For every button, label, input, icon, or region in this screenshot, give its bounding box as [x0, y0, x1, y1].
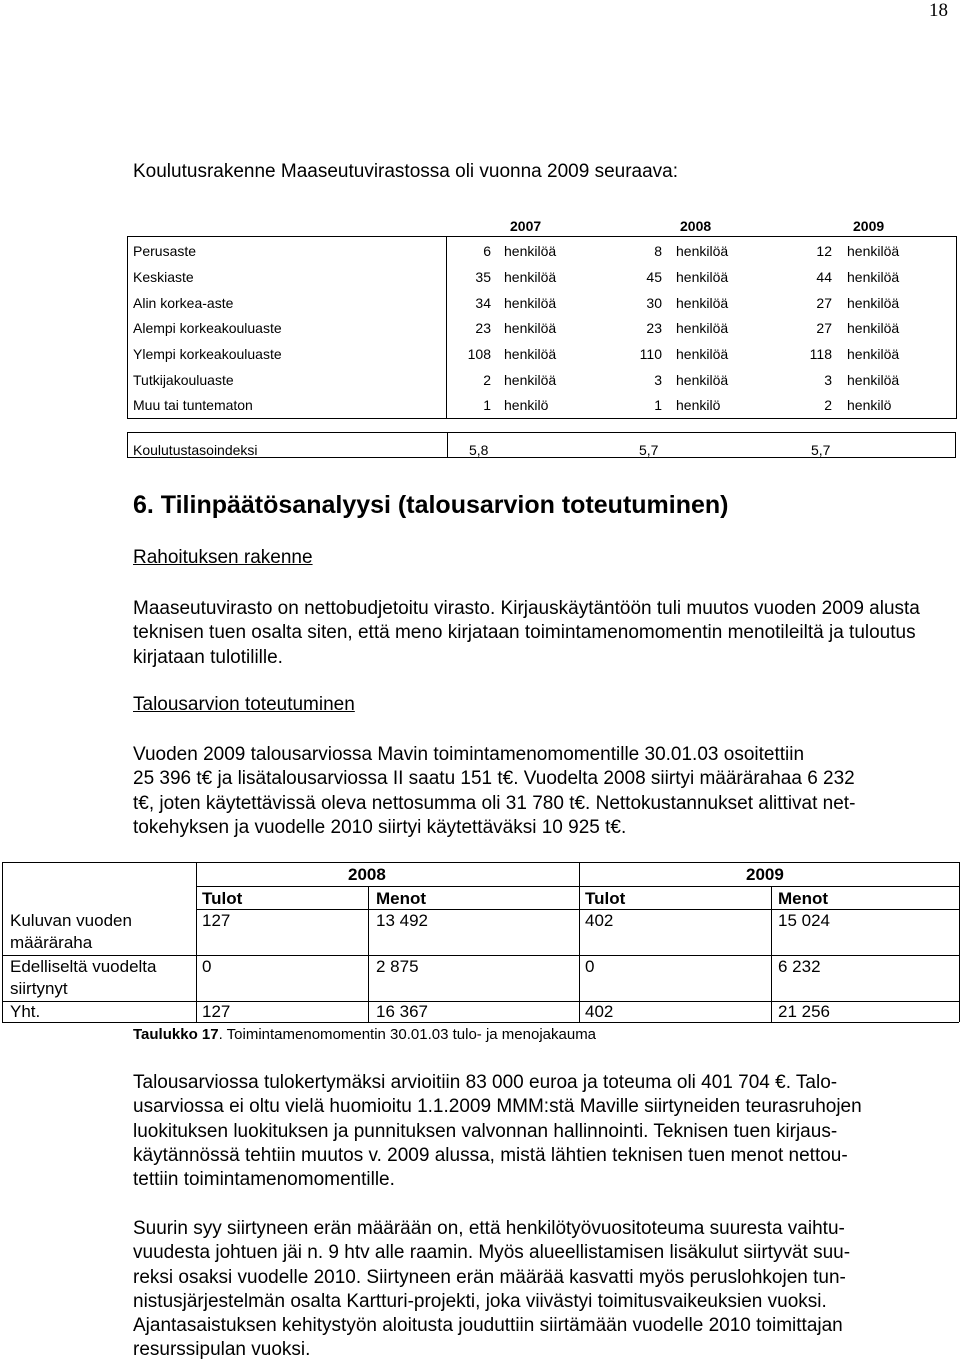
education-table [127, 214, 957, 419]
line: nistusjärjestelmän osalta Kartturi-projekti, joka viivästyi toimitusvaikeuksien vuoksi. [133, 1290, 827, 1312]
line: tokehyksen ja vuodelle 2010 siirtyi käytettäväksi 10 925 t€. [133, 816, 627, 838]
unit-cell: henkilöä [504, 295, 557, 311]
unit-cell: henkilöä [504, 269, 557, 285]
count-cell: 2 [483, 372, 491, 388]
year-header-2007: 2007 [510, 218, 542, 234]
value-cell: 2 875 [376, 957, 419, 976]
table-caption [133, 1026, 596, 1043]
year-header-2009: 2009 [853, 218, 885, 234]
page-number: 18 [929, 0, 948, 21]
count-cell: 23 [646, 320, 662, 336]
row-label: Perusaste [133, 243, 197, 259]
count-cell: 3 [824, 372, 832, 388]
count-cell: 6 [483, 243, 491, 259]
count-cell: 23 [475, 320, 491, 336]
line: Ajantasaistuksen kehitystyön aloitusta jouduttiin siirtämään vuodelle 2010 toimittajan [133, 1315, 843, 1337]
count-cell: 2 [824, 397, 832, 413]
line: reksi osaksi vuodelle 2010. Siirtyneen erän määrää kasvatti myös peruslohkojen tun- [133, 1266, 846, 1288]
unit-cell: henkilöä [847, 243, 900, 259]
line: tettiin toimintamenomomentille. [133, 1169, 395, 1191]
count-cell: 110 [639, 346, 662, 362]
value-cell: 15 024 [778, 911, 830, 930]
row-label: Alempi korkeakouluaste [133, 320, 282, 336]
count-cell: 27 [816, 295, 832, 311]
line: Talousarviossa tulokertymäksi arvioitiin 83 000 euroa ja toteuma oli 401 704 €. Talo- [133, 1072, 838, 1093]
subheading-financing: Rahoituksen rakenne [133, 547, 313, 568]
line: t€, joten käytettävissä oleva nettosumma oli 31 780 t€. Nettokustannukset alittivat net- [133, 792, 856, 814]
count-cell: 1 [483, 397, 491, 413]
year-header-2008: 2008 [680, 218, 712, 234]
unit-cell: henkilöä [504, 320, 557, 336]
row-label: Ylempi korkeakouluaste [133, 346, 282, 362]
paragraph-budget [133, 743, 943, 840]
count-cell: 118 [809, 346, 832, 362]
subheading-budget: Talousarvion toteutuminen [133, 694, 355, 715]
value-cell: 6 232 [778, 957, 821, 976]
row-label: Edelliseltä vuodelta [10, 957, 157, 976]
unit-cell: henkilöä [676, 243, 729, 259]
unit-cell: henkilöä [676, 295, 729, 311]
value-cell: 0 [585, 957, 595, 976]
count-cell: 8 [654, 243, 662, 259]
budget-table [2, 862, 959, 1022]
row-label-cont: määräraha [10, 933, 93, 952]
count-cell: 34 [475, 295, 491, 311]
line: resurssipulan vuoksi. [133, 1339, 311, 1361]
count-cell: 108 [467, 346, 491, 362]
value-cell: 16 367 [376, 1002, 428, 1021]
unit-cell: henkilöä [676, 372, 729, 388]
row-label: Muu tai tuntematon [133, 397, 253, 413]
line: vuudesta johtuen jäi n. 9 htv alle raamin. Myös alueellistamisen lisäkulut siirtyvät suu- [133, 1242, 851, 1264]
row-label-cont: siirtynyt [10, 979, 68, 998]
value-cell: 21 256 [778, 1002, 830, 1021]
year-header-2009: 2009 [746, 865, 784, 884]
unit-cell: henkilöä [847, 372, 900, 388]
count-cell: 27 [816, 320, 832, 336]
intro-text: Koulutusrakenne Maaseutuvirastossa oli vuonna 2009 seuraava: [133, 161, 679, 182]
year-header-2008: 2008 [348, 865, 386, 884]
count-cell: 3 [654, 372, 662, 388]
count-cell: 45 [646, 269, 662, 285]
col-header-tulot: Tulot [202, 889, 243, 908]
row-label: Kuluvan vuoden [10, 911, 132, 930]
caption-text: . Toimintamenomomentin 30.01.03 tulo- ja menojakauma [218, 1026, 597, 1043]
caption-label: Taulukko 17 [133, 1026, 219, 1043]
index-2007: 5,8 [469, 442, 489, 458]
value-cell: 127 [202, 1002, 231, 1021]
col-header-menot: Menot [778, 889, 829, 908]
count-cell: 1 [654, 397, 662, 413]
index-2009: 5,7 [811, 442, 831, 458]
value-cell: 13 492 [376, 911, 428, 930]
count-cell: 30 [646, 295, 662, 311]
unit-cell: henkilöä [504, 346, 557, 362]
value-cell: 127 [202, 911, 231, 930]
line: luokituksen luokituksen ja punnituksen valvonnan hallinnointi. Teknisen tuen kirjaus- [133, 1120, 838, 1142]
row-label: Alin korkea-aste [133, 295, 234, 311]
row-label: Tutkijakouluaste [133, 372, 234, 388]
col-header-tulot: Tulot [585, 889, 626, 908]
unit-cell: henkilö [676, 397, 721, 413]
row-label: Yht. [10, 1002, 41, 1021]
paragraph-text: Maaseutuvirasto on nettobudjetoitu virasto. Kirjauskäytäntöön tuli muutos vuoden 2009 alusta teknisen tuen osalta siten, että meno kirjataan toimintamenomomentin menotileiltä ja tuloutus kirjataan tulotilille. [133, 598, 920, 668]
row-label: Keskiaste [133, 269, 194, 285]
section-heading: 6. Tilinpäätösanalyysi (talousarvion toteutuminen) [133, 491, 729, 519]
col-header-menot: Menot [376, 889, 427, 908]
line: Suurin syy siirtyneen erän määrään on, että henkilötyövuositoteuma suuresta vaihtu- [133, 1218, 845, 1239]
unit-cell: henkilöä [847, 346, 900, 362]
unit-cell: henkilöä [504, 243, 557, 259]
count-cell: 44 [816, 269, 832, 285]
index-2008: 5,7 [639, 442, 659, 458]
value-cell: 402 [585, 911, 614, 930]
unit-cell: henkilöä [847, 320, 900, 336]
unit-cell: henkilöä [676, 346, 729, 362]
unit-cell: henkilö [504, 397, 549, 413]
paragraph-revenue [133, 1071, 948, 1192]
unit-cell: henkilöä [847, 295, 900, 311]
unit-cell: henkilöä [847, 269, 900, 285]
unit-cell: henkilöä [676, 320, 729, 336]
index-table [127, 432, 956, 458]
unit-cell: henkilö [847, 397, 892, 413]
paragraph-financing [133, 597, 943, 670]
unit-cell: henkilöä [504, 372, 557, 388]
line: 25 396 t€ ja lisätalousarviossa II saatu 151 t€. Vuodelta 2008 siirtyi määrärahaa 6 232 [133, 768, 855, 790]
line: Vuoden 2009 talousarviossa Mavin toimintamenomomentille 30.01.03 osoitettiin [133, 744, 805, 765]
count-cell: 35 [475, 269, 491, 285]
value-cell: 0 [202, 957, 212, 976]
unit-cell: henkilöä [676, 269, 729, 285]
index-label: Koulutustasoindeksi [133, 442, 258, 458]
value-cell: 402 [585, 1002, 614, 1021]
line: käytännössä tehtiin muutos v. 2009 alussa, mistä lähtien teknisen tuen menot nettou- [133, 1144, 848, 1166]
paragraph-carryover [133, 1217, 948, 1363]
count-cell: 12 [816, 243, 832, 259]
line: usarviossa ei oltu vielä huomioitu 1.1.2009 MMM:stä Maville siirtyneiden teurasruhojen [133, 1096, 862, 1118]
